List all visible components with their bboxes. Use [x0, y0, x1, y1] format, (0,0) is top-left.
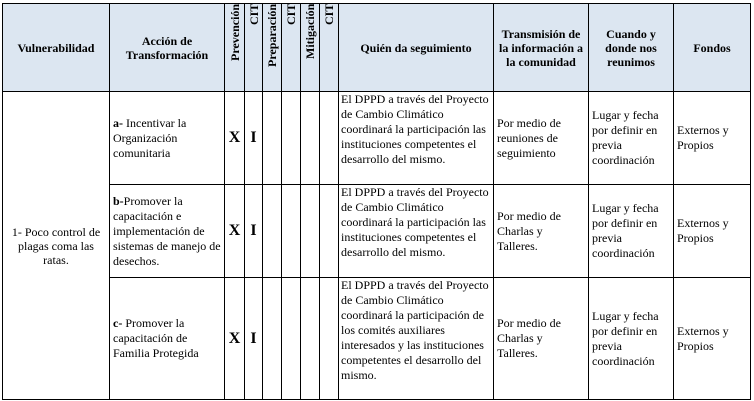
- transmision-cell: Por medio de Charlas y Talleres.: [494, 185, 589, 278]
- header-prevencion: Prevención: [225, 4, 245, 92]
- header-vulnerabilidad: Vulnerabilidad: [3, 4, 110, 92]
- transmision-cell: Por medio de reuniones de seguimiento: [494, 92, 589, 185]
- fondos-cell: Externos y Propios: [674, 92, 751, 185]
- accion-text: Promover la capacitación de Familia Protegida: [113, 316, 199, 360]
- header-mitigacion: Mitigación: [301, 4, 320, 92]
- preparacion-cell: [263, 92, 282, 185]
- seguimiento-cell: El DPPD a través del Proyecto de Cambio Climático coordinará la participación las instituciones competentes el desarrollo del mismo.: [339, 185, 494, 278]
- cit-3-cell: [320, 92, 339, 185]
- vulnerabilidad-cell: 1- Poco control de plagas coma las ratas.: [3, 92, 110, 400]
- accion-text: Incentivar la Organización comunitaria: [113, 115, 187, 160]
- cit-2-cell: [282, 278, 301, 400]
- cit-3-cell: [320, 278, 339, 400]
- header-fondos: Fondos: [674, 4, 751, 92]
- table-row: [3, 278, 751, 400]
- header-accion: Acción de Transformación: [110, 4, 225, 92]
- header-transmision: Transmisión de la información a la comunidad: [494, 4, 589, 92]
- transformation-table: [2, 3, 751, 400]
- cit-mark: I: [245, 92, 263, 185]
- cit-mark: I: [245, 278, 263, 400]
- preparacion-cell: [263, 185, 282, 278]
- cit-2-cell: [282, 92, 301, 185]
- fondos-cell: Externos y Propios: [674, 278, 751, 400]
- accion-cell: [110, 92, 225, 185]
- cuando-cell: Lugar y fecha por definir en previa coordinación: [589, 278, 674, 400]
- prevencion-mark: X: [225, 185, 245, 278]
- seguimiento-cell: El DPPD a través del Proyecto de Cambio Climático coordinará la participación las instituciones competentes el desarrollo del mismo.: [339, 92, 494, 185]
- seguimiento-cell: El DPPD a través del Proyecto de Cambio Climático coordinará la participación de los comités auxiliares interesados y las instituciones competentes el desarrollo del mismo.: [339, 278, 494, 400]
- accion-prefix: c-: [113, 316, 123, 330]
- header-row: [3, 4, 751, 92]
- accion-cell: [110, 278, 225, 400]
- header-cit-2: CIT: [282, 4, 301, 92]
- cuando-cell: Lugar y fecha por definir en previa coordinación: [589, 185, 674, 278]
- prevencion-mark: X: [225, 92, 245, 185]
- accion-prefix: a-: [113, 115, 123, 130]
- prevencion-mark: X: [225, 278, 245, 400]
- mitigacion-cell: [301, 92, 320, 185]
- mitigacion-cell: [301, 278, 320, 400]
- preparacion-cell: [263, 278, 282, 400]
- cit-mark: I: [245, 185, 263, 278]
- table-row: [3, 185, 751, 278]
- header-cit-1: CIT: [245, 4, 263, 92]
- mitigacion-cell: [301, 185, 320, 278]
- accion-prefix: b-: [113, 193, 124, 208]
- accion-cell: [110, 185, 225, 278]
- header-seguimiento: Quién da seguimiento: [339, 4, 494, 92]
- accion-text: Promover la capacitación e implementación de sistemas de manejo de desechos.: [113, 193, 221, 268]
- fondos-cell: Externos y Propios: [674, 185, 751, 278]
- header-cit-3: CIT: [320, 4, 339, 92]
- cuando-cell: Lugar y fecha por definir en previa coordinación: [589, 92, 674, 185]
- table-row: [3, 92, 751, 185]
- header-preparacion: Preparación: [263, 4, 282, 92]
- cit-3-cell: [320, 185, 339, 278]
- header-cuando: Cuando y donde nos reunimos: [589, 4, 674, 92]
- transmision-cell: Por medio de Charlas y Talleres.: [494, 278, 589, 400]
- cit-2-cell: [282, 185, 301, 278]
